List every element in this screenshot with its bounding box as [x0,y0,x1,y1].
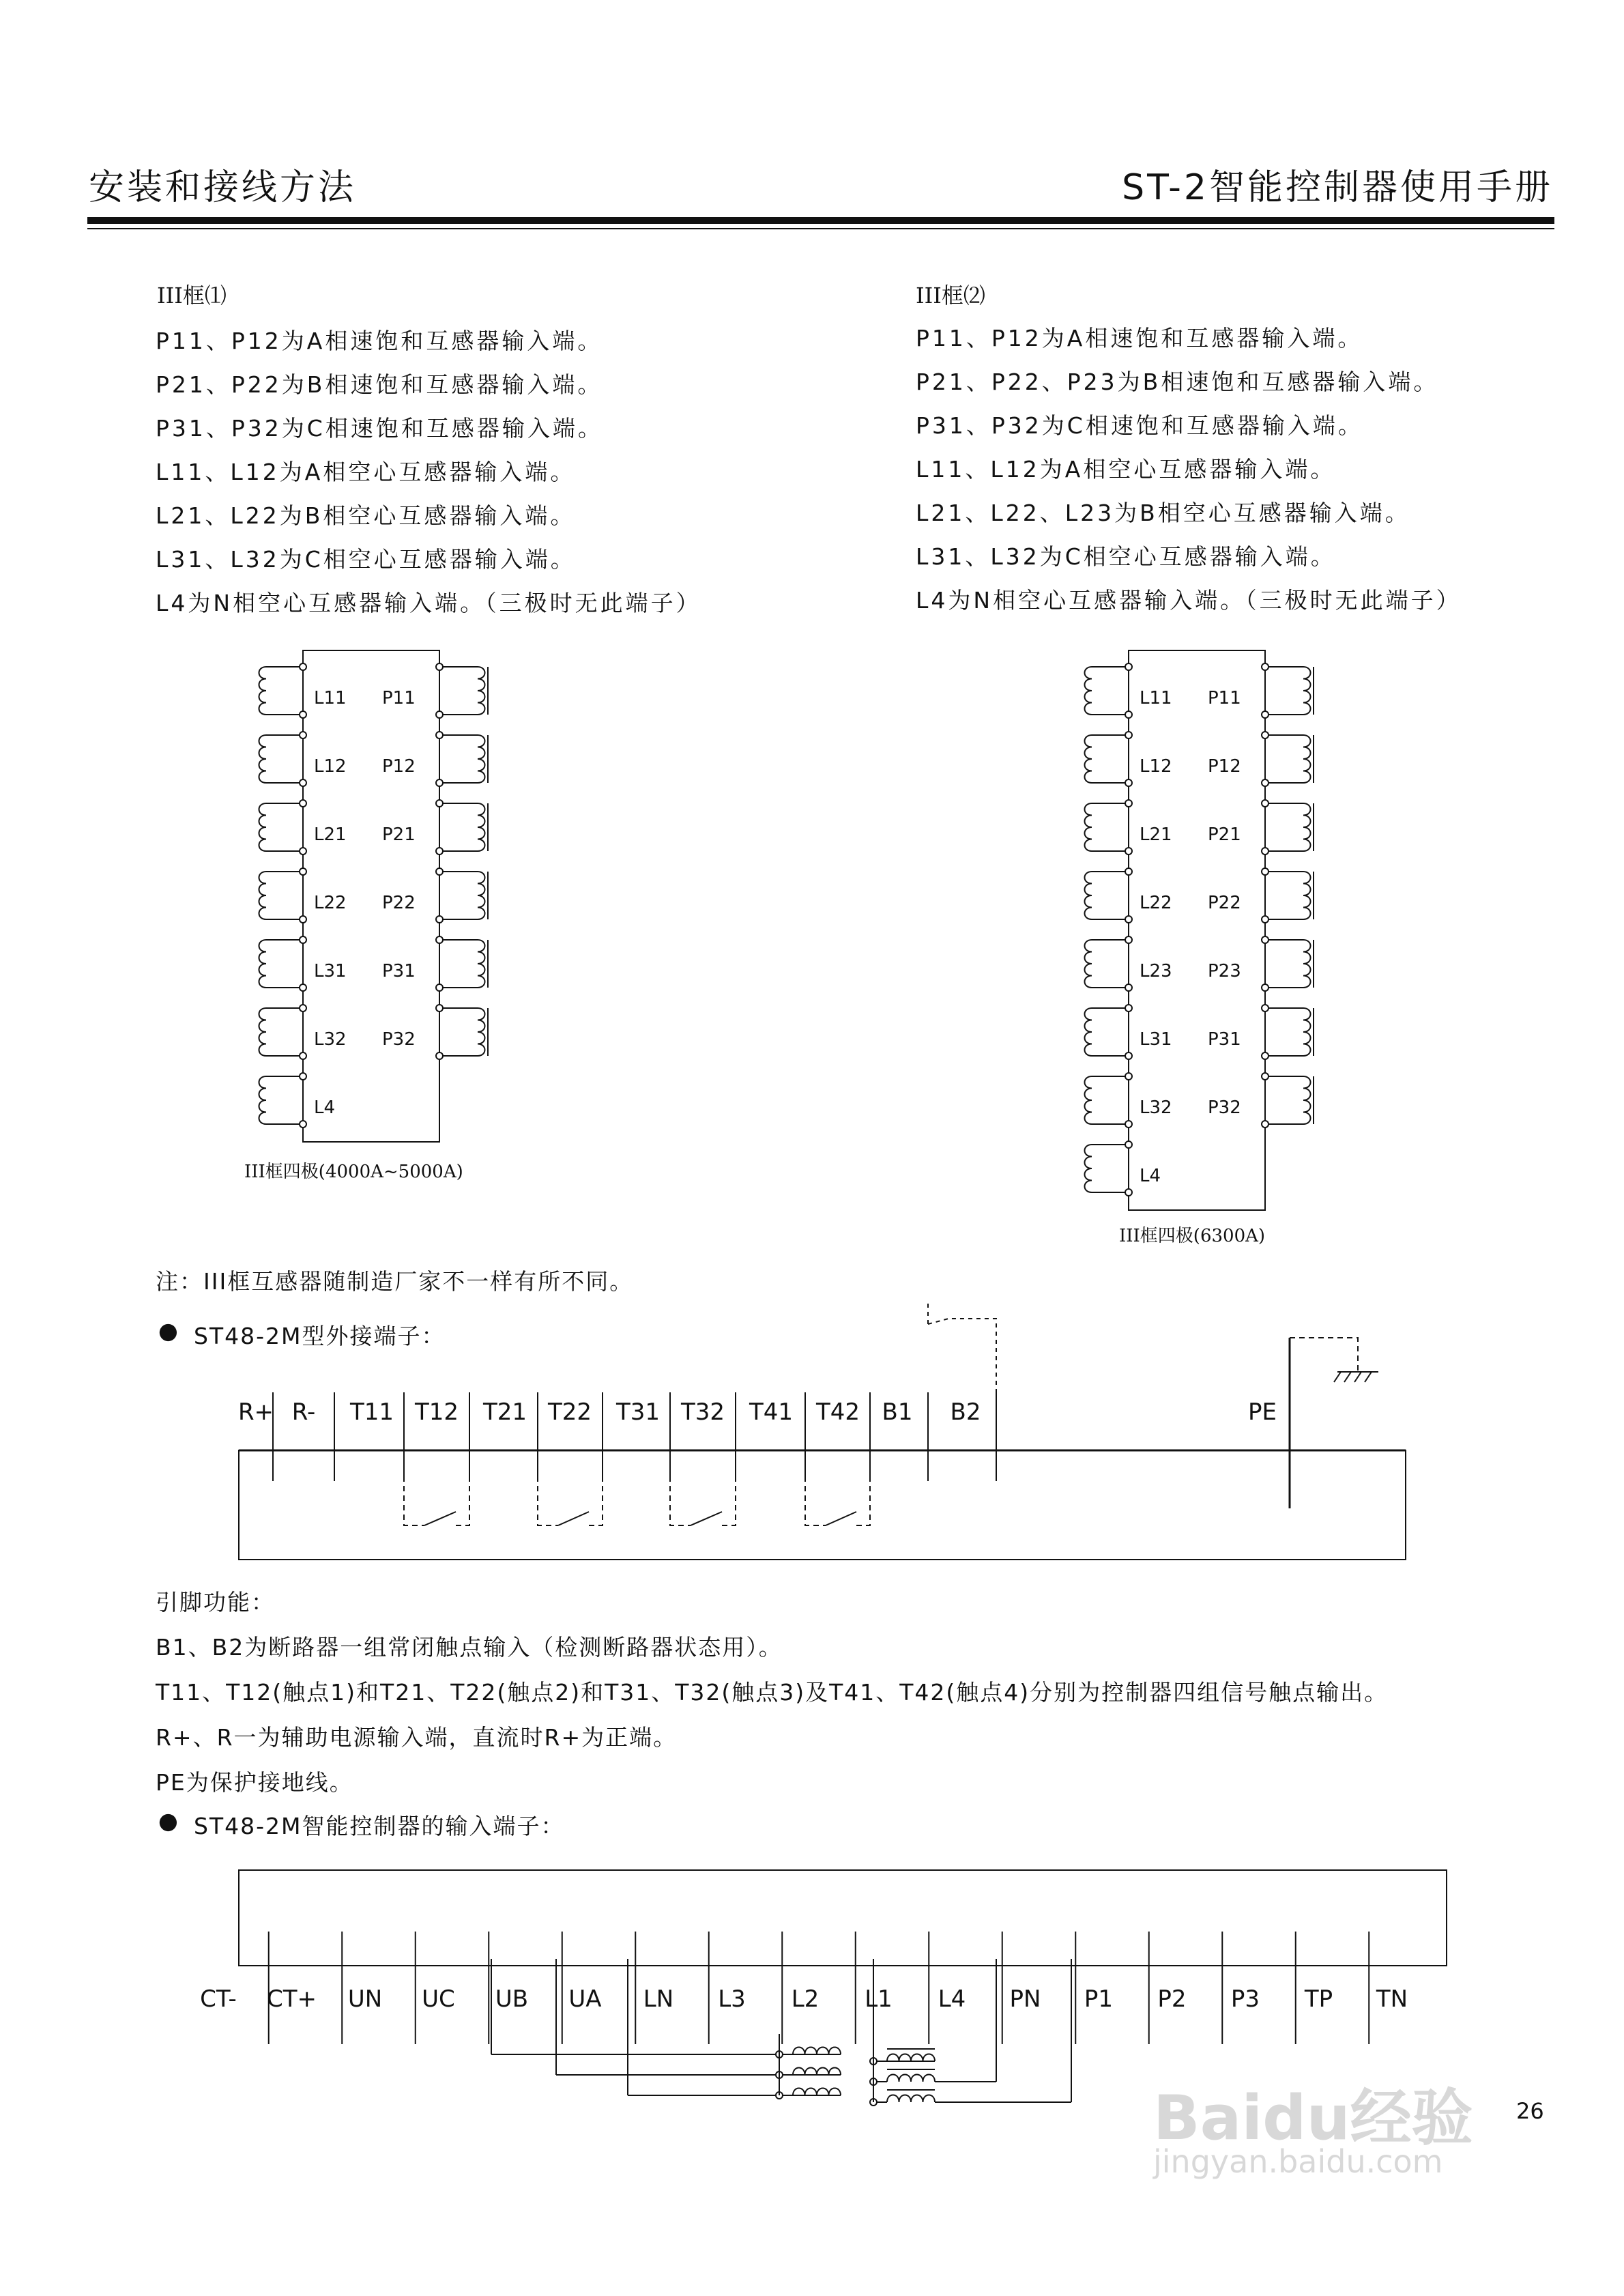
ground-hatch [1334,1372,1341,1382]
external-terminal-label: T31 [615,1398,661,1426]
terminal-point [1262,1073,1268,1080]
terminal-label: L12 [314,756,347,777]
terminal-point [1125,868,1132,875]
terminal-label: L23 [1140,961,1172,981]
contact-lead [538,1457,558,1525]
coil-winding [1085,872,1092,919]
coil-winding [793,2068,841,2076]
coil-winding [1303,803,1311,851]
frame2-line: P31、P32为C相速饱和互感器输入端。 [916,412,1363,439]
terminal-point [1262,732,1268,738]
external-terminal-label: T41 [749,1398,794,1426]
ground-hatch [1365,1372,1372,1382]
contact-switch [826,1512,856,1525]
contact-lead [670,1457,691,1525]
terminal-point [300,1073,306,1080]
coil-winding [1303,1008,1311,1056]
coil-winding [1303,1076,1311,1124]
terminal-point [1262,984,1268,991]
external-terminal-label: PE [1248,1398,1277,1426]
terminal-point [300,732,306,738]
coil-winding [259,1008,267,1056]
terminal-point [1125,800,1132,807]
coil-winding [1085,735,1092,783]
terminal-point [300,711,306,718]
contact-lead [589,1457,603,1525]
coil-winding [259,667,267,715]
terminal-label: P31 [1208,1029,1241,1050]
frame1-line: P11、P12为A相速饱和互感器输入端。 [156,328,603,354]
header-rule-thin [87,228,1554,229]
terminal-label: L31 [1140,1029,1172,1050]
terminal-point [300,1121,306,1128]
ground-lead [1290,1338,1358,1372]
terminal-point [1125,848,1132,855]
pin-function-line: PE为保护接地线。 [156,1769,353,1796]
frame2-terminal-diagram [1078,645,1337,1218]
terminal-point [300,848,306,855]
coil-winding [887,2054,935,2062]
coil-winding [478,803,485,851]
terminal-point [1125,984,1132,991]
terminal-label: L32 [314,1029,347,1050]
frame2-line: L11、L12为A相空心互感器输入端。 [916,456,1336,483]
ground-hatch [1344,1372,1351,1382]
contact-lead [404,1457,424,1525]
terminal-point [1262,663,1268,670]
external-terminal-label: T11 [349,1398,394,1426]
terminal-label: L4 [1140,1166,1161,1186]
terminal-point [1125,936,1132,943]
terminal-point [1125,1189,1132,1196]
terminal-point [1125,1141,1132,1148]
input-terminal-label: UC [422,1985,455,2013]
frame2-line: P11、P12为A相速饱和互感器输入端。 [916,325,1363,351]
external-terminal-label: T21 [482,1398,527,1426]
coil-winding [1085,803,1092,851]
terminal-label: L11 [1140,688,1172,708]
terminal-point [300,916,306,923]
external-terminal-label: R- [291,1398,316,1426]
terminal-label: P32 [1208,1097,1241,1118]
terminal-label: P31 [382,961,416,981]
external-terminals-diagram [225,1304,1433,1570]
pin-function-line: B1、B2为断路器一组常闭触点输入（检测断路器状态用）。 [156,1634,783,1661]
coil-winding [259,1076,267,1124]
manual-title: ST-2智能控制器使用手册 [1122,167,1553,208]
contact-lead [722,1457,736,1525]
contact-switch [691,1512,722,1525]
terminal-point [436,711,443,718]
terminal-label: P23 [1208,961,1241,981]
header-rule [87,217,1554,224]
terminal-point [1125,663,1132,670]
external-terminal-label: T42 [815,1398,860,1426]
contact-switch [558,1512,589,1525]
terminal-label: L4 [314,1097,336,1118]
terminal-point [1125,732,1132,738]
frame1-title: III框⑴ [157,283,227,308]
terminal-label: L21 [1140,824,1172,845]
coil-winding [259,872,267,919]
terminal-point [300,868,306,875]
terminal-point [1262,1121,1268,1128]
coil-winding [793,2089,841,2096]
terminal-point [436,800,443,807]
input-terminal-label: P1 [1084,1985,1114,2013]
coil-winding [1085,940,1092,988]
terminal-label: L21 [314,824,347,845]
terminal-point [300,984,306,991]
terminal-label: P32 [382,1029,416,1050]
external-terminal-label: T12 [414,1398,459,1426]
frame1-caption: III框四极(4000A~5000A) [244,1162,463,1182]
terminal-label: L12 [1140,756,1172,777]
input-terminal-label: CT- [200,1985,237,2013]
terminal-point [1125,1052,1132,1059]
input-terminal-label: L2 [791,1985,820,2013]
external-terminals-heading: ST48-2M型外接端子： [194,1323,446,1349]
terminal-point [1262,800,1268,807]
terminal-point [300,936,306,943]
external-terminal-label: T22 [547,1398,592,1426]
coil-winding [478,735,485,783]
terminal-point [1262,711,1268,718]
pin-function-line: R+、R一为辅助电源输入端，直流时R+为正端。 [156,1724,678,1751]
coil-winding [259,803,267,851]
terminal-box [1129,650,1265,1210]
terminal-label: L32 [1140,1097,1172,1118]
coil-winding [887,2095,935,2103]
terminal-point [1125,916,1132,923]
external-terminal-label: R+ [237,1398,274,1426]
frame2-caption: III框四极(6300A) [1119,1226,1266,1246]
contact-switch [424,1512,456,1525]
pin-functions-heading: 引脚功能： [156,1589,275,1616]
terminal-label: P21 [1208,824,1241,845]
terminal-point [436,916,443,923]
terminal-point [1125,711,1132,718]
terminal-point [1262,916,1268,923]
terminal-point [1125,1121,1132,1128]
frame2-line: P21、P22、P23为B相速饱和互感器输入端。 [916,369,1439,395]
frame1-line: L21、L22为B相空心互感器输入端。 [156,502,576,529]
watermark-logo: Baidu经验 [1153,2082,1473,2154]
section-title: 安装和接线方法 [89,167,357,208]
terminal-point [1125,779,1132,786]
frame2-title: III框⑵ [916,283,985,308]
contact-lead [456,1457,469,1525]
frame2-line: L21、L22、L23为B相空心互感器输入端。 [916,500,1410,526]
terminal-point [436,1005,443,1011]
frame2-line: L31、L32为C相空心互感器输入端。 [916,543,1336,570]
terminal-label: P12 [382,756,416,777]
terminal-point [1262,1005,1268,1011]
external-terminal-label: B2 [950,1398,981,1426]
input-terminal-label: UN [347,1985,383,2013]
page-number: 26 [1516,2098,1544,2124]
coil-winding [1085,1145,1092,1192]
terminal-label: P11 [382,688,416,708]
input-terminal-label: P2 [1157,1985,1187,2013]
coil-winding [1085,667,1092,715]
coil-winding [1303,735,1311,783]
terminal-point [436,984,443,991]
coil-winding [259,735,267,783]
coil-winding [887,2075,935,2082]
bullet-icon: ● [158,1317,178,1344]
terminal-point [300,800,306,807]
terminal-label: P12 [1208,756,1241,777]
input-terminal-label: L1 [865,1985,893,2013]
ground-hatch [1354,1372,1361,1382]
terminal-label: P22 [1208,893,1241,913]
terminal-frame [239,1450,1406,1560]
terminal-label: L31 [314,961,347,981]
input-terminal-label: L3 [718,1985,746,2013]
frame1-line: P21、P22为B相速饱和互感器输入端。 [156,371,603,398]
frame1-terminal-diagram [252,645,498,1164]
terminal-label: P21 [382,824,416,845]
terminal-point [436,732,443,738]
frame1-line: L31、L32为C相空心互感器输入端。 [156,546,576,573]
input-terminals-heading: ST48-2M智能控制器的输入端子： [194,1813,565,1839]
terminal-point [1262,1052,1268,1059]
terminal-point [300,1052,306,1059]
terminal-point [436,936,443,943]
coil-winding [793,2048,841,2055]
terminal-point [1262,779,1268,786]
coil-winding [478,940,485,988]
input-terminal-label: P3 [1230,1985,1260,2013]
terminal-point [300,663,306,670]
frame1-line: L4为N相空心互感器输入端。（三极时无此端子） [156,590,701,616]
frame2-line: L4为N相空心互感器输入端。（三极时无此端子） [916,587,1462,614]
terminal-label: P11 [1208,688,1241,708]
coil-winding [1085,1076,1092,1124]
terminal-point [1125,1073,1132,1080]
terminal-point [1262,848,1268,855]
pin-function-line: T11、T12(触点1)和T21、T22(触点2)和T31、T32(触点3)及T41、T42(触点4)分别为控制器四组信号触点输出。 [156,1679,1389,1706]
frame1-line: P31、P32为C相速饱和互感器输入端。 [156,415,603,442]
input-terminal-label: L4 [938,1985,966,2013]
frame1-line: L11、L12为A相空心互感器输入端。 [156,459,576,485]
coil-winding [478,872,485,919]
input-terminal-label: LN [643,1985,674,2013]
coil-winding [478,667,485,715]
terminal-point [1125,1005,1132,1011]
terminal-point [1262,868,1268,875]
terminal-point [436,779,443,786]
terminal-point [436,848,443,855]
input-terminal-label: CT+ [267,1985,317,2013]
coil-winding [478,1008,485,1056]
terminal-point [300,1005,306,1011]
bullet-icon: ● [158,1807,178,1834]
contact-lead [856,1457,870,1525]
input-terminal-label: TP [1304,1985,1333,2013]
coil-winding [1303,872,1311,919]
terminal-label: L11 [314,688,347,708]
external-terminal-label: T32 [680,1398,725,1426]
coil-winding [1303,667,1311,715]
breaker-contact [928,1304,996,1481]
coil-winding [259,940,267,988]
input-terminal-label: UA [568,1985,602,2013]
controller-body [239,1870,1447,1966]
input-terminal-label: UB [495,1985,529,2013]
terminal-point [436,1052,443,1059]
terminal-label: L22 [314,893,347,913]
terminal-point [436,663,443,670]
coil-winding [1303,940,1311,988]
note-text: 注：III框互感器随制造厂家不一样有所不同。 [156,1268,634,1295]
terminal-point [436,868,443,875]
watermark-url: jingyan.baidu.com [1153,2143,1443,2180]
terminal-point [300,779,306,786]
terminal-label: P22 [382,893,416,913]
coil-winding [1085,1008,1092,1056]
input-terminal-label: TN [1376,1985,1408,2013]
contact-lead [805,1457,826,1525]
terminal-point [1262,936,1268,943]
input-terminal-label: PN [1009,1985,1041,2013]
terminal-label: L22 [1140,893,1172,913]
external-terminal-label: B1 [882,1398,913,1426]
